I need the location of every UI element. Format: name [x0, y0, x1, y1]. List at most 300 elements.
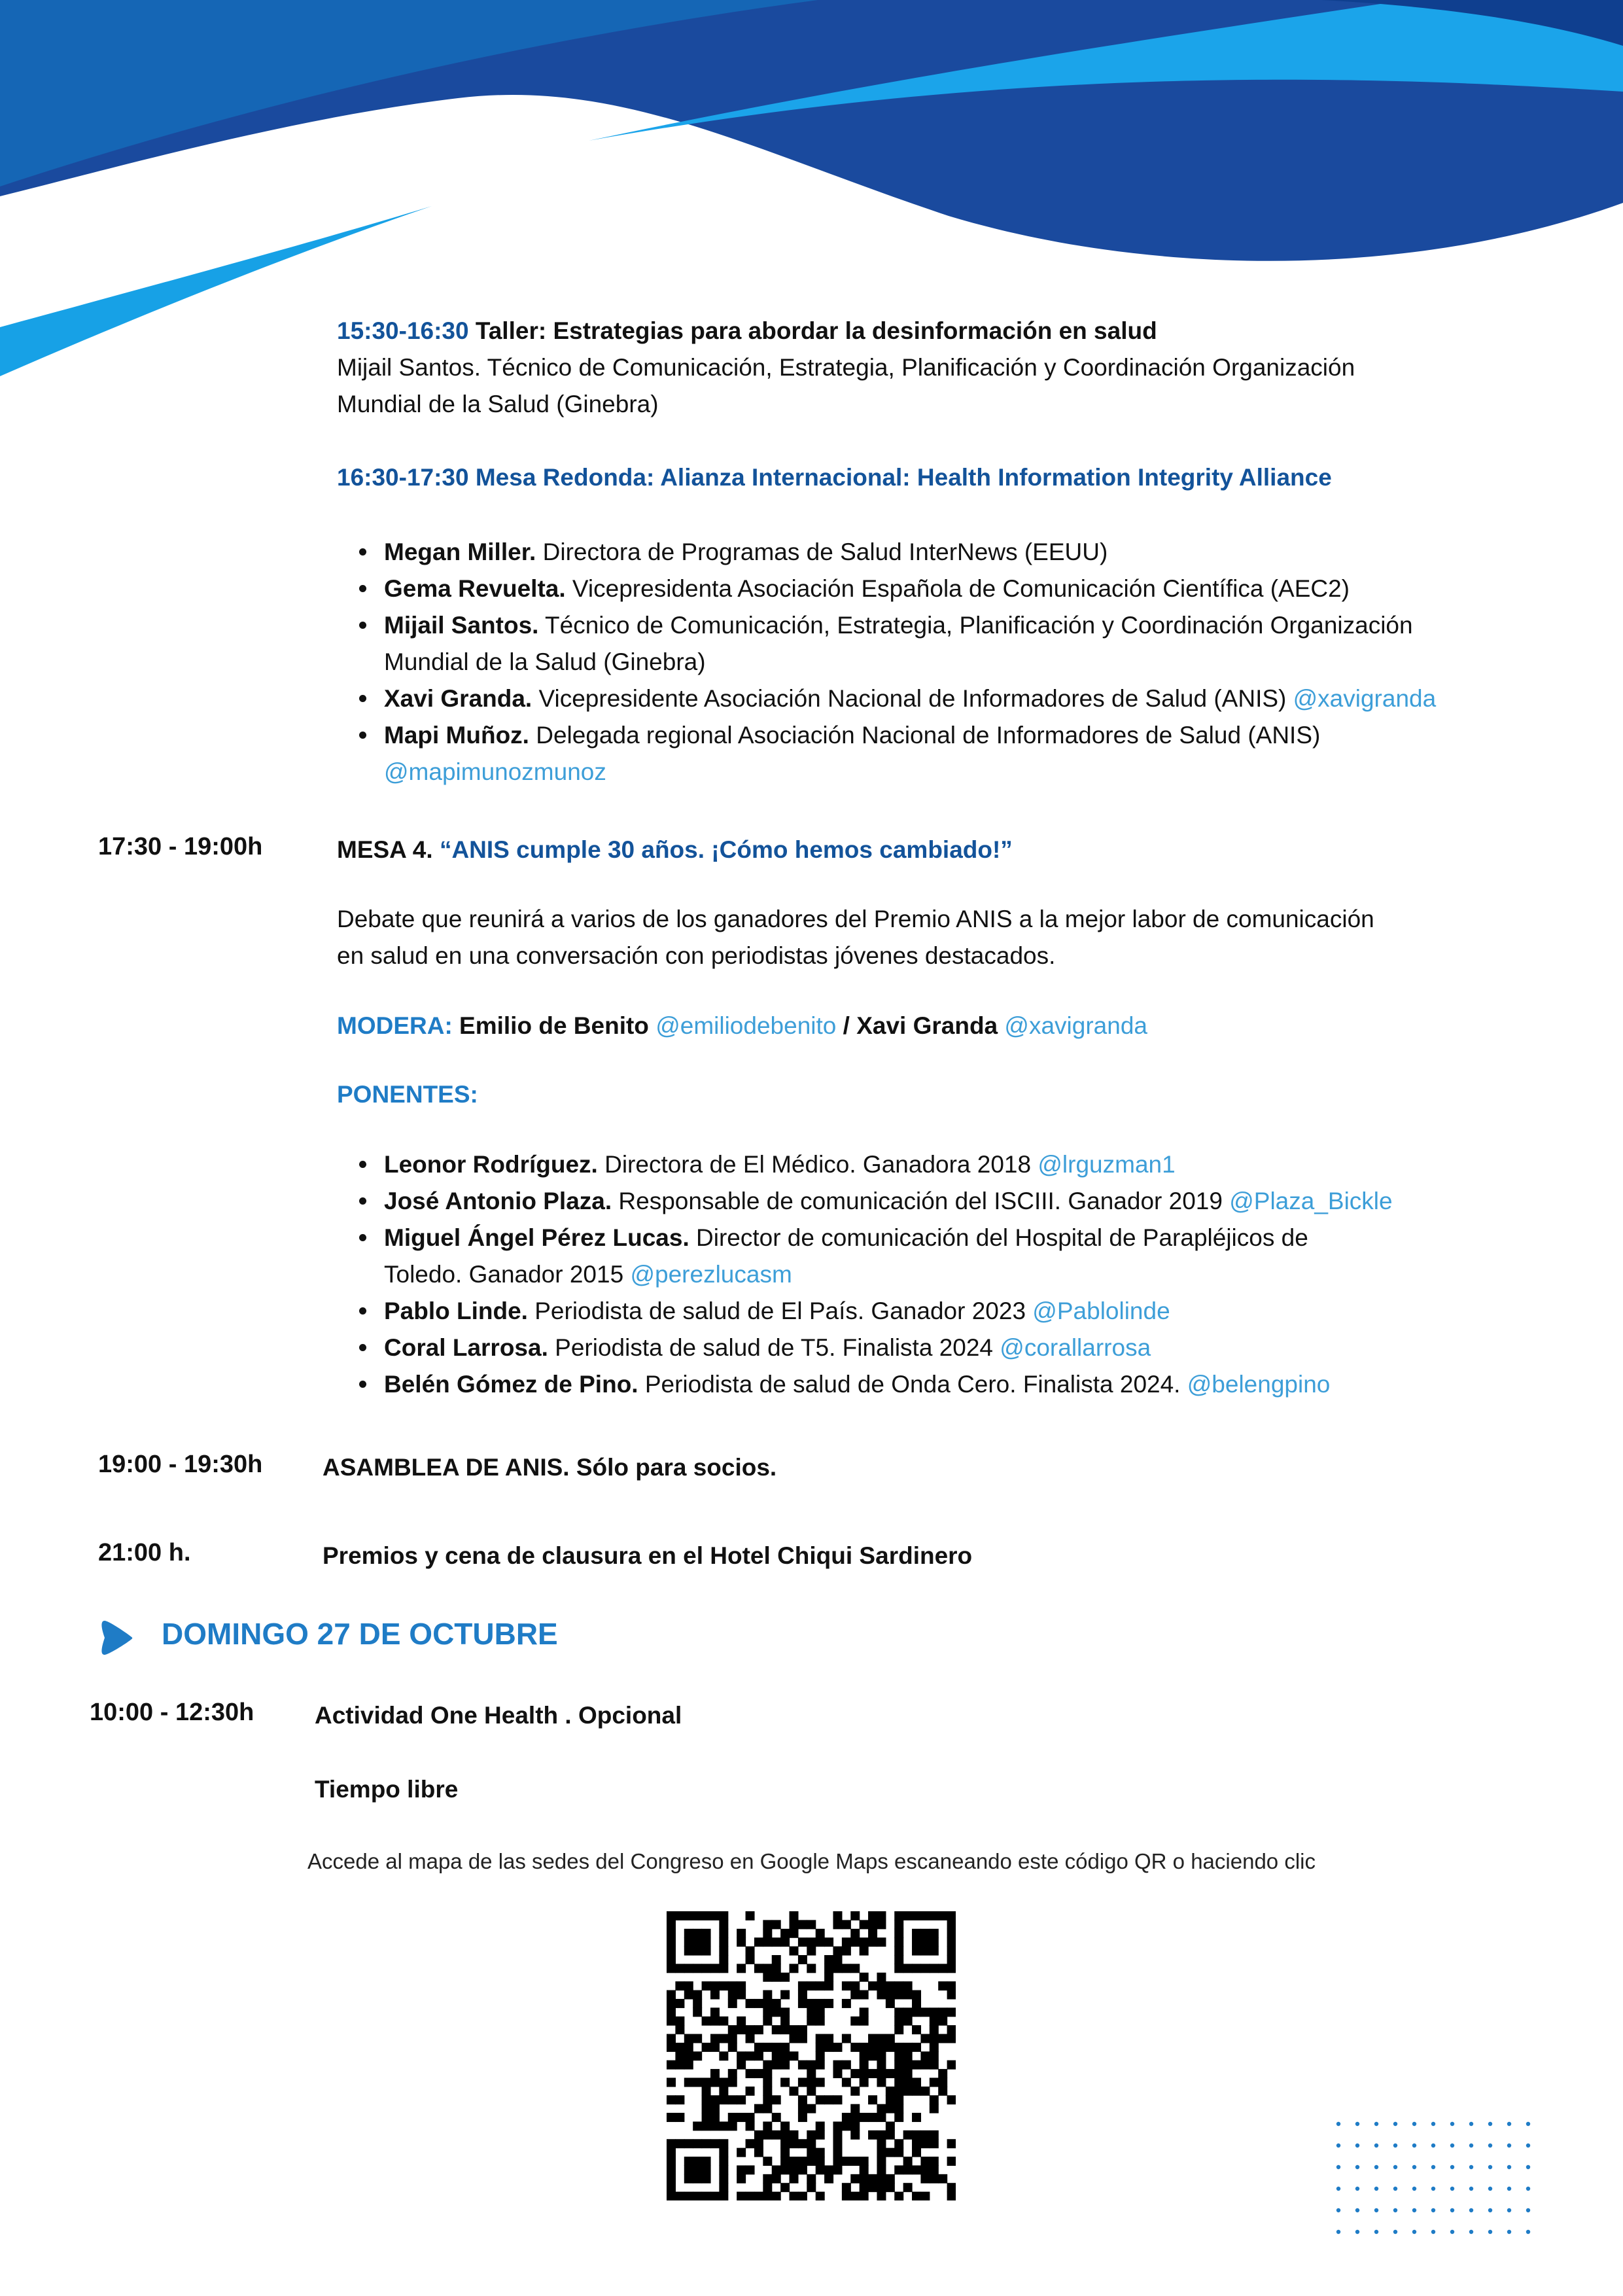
qr-module — [807, 2077, 816, 2087]
qr-module — [860, 2051, 869, 2060]
qr-module — [684, 1911, 693, 1920]
qr-module — [780, 2017, 790, 2026]
qr-module — [675, 2139, 684, 2148]
qr-module — [728, 2043, 737, 2052]
qr-module — [780, 2060, 790, 2070]
qr-module — [886, 2069, 895, 2078]
qr-module — [886, 2043, 895, 2052]
premios-text: Premios y cena de clausura en el Hotel Chiqui Sardinero — [323, 1542, 973, 1569]
qr-module — [667, 2174, 676, 2183]
speaker-name: Xavi Granda. — [384, 685, 532, 712]
qr-module — [894, 1929, 903, 1938]
qr-module — [886, 2174, 895, 2183]
decorative-dot — [1488, 2165, 1492, 2169]
qr-module — [702, 2043, 711, 2052]
decorative-dot — [1526, 2230, 1530, 2234]
qr-module — [746, 1955, 755, 1964]
qr-module — [798, 1990, 807, 2000]
qr-module — [780, 2077, 790, 2087]
qr-module — [930, 1929, 939, 1938]
decorative-dot — [1336, 2187, 1340, 2191]
qr-module — [930, 2034, 939, 2043]
qr-module — [920, 2034, 930, 2043]
qr-module — [947, 2060, 956, 2070]
qr-module — [947, 2034, 956, 2043]
qr-module — [754, 2148, 763, 2157]
qr-module — [728, 1990, 737, 2000]
qr-module — [746, 2165, 755, 2174]
tiempo-libre: Tiempo libre — [315, 1776, 459, 1803]
qr-module — [860, 1990, 869, 2000]
qr-module — [798, 2060, 807, 2070]
qr-module — [912, 2087, 921, 2096]
decorative-dot — [1412, 2230, 1416, 2234]
qr-module — [930, 2007, 939, 2017]
qr-module — [798, 2095, 807, 2104]
qr-module — [693, 2157, 702, 2166]
qr-module — [702, 2017, 711, 2026]
qr-module — [912, 1911, 921, 1920]
qr-module — [693, 1999, 702, 2008]
qr-module — [667, 2165, 676, 2174]
qr-module — [667, 1937, 676, 1947]
qr-module — [842, 2034, 851, 2043]
decorative-dot — [1526, 2122, 1530, 2126]
taller-title: Taller: Estrategias para abordar la desinformación en salud — [468, 317, 1157, 344]
speaker-name: José Antonio Plaza. — [384, 1188, 612, 1214]
qr-module — [710, 1981, 720, 1990]
qr-module — [693, 1937, 702, 1947]
decorative-dot — [1526, 2165, 1530, 2169]
qr-module — [877, 2165, 886, 2174]
qr-module — [886, 1999, 895, 2008]
qr-module — [763, 2095, 772, 2104]
qr-module — [842, 1999, 851, 2008]
qr-module — [693, 2165, 702, 2174]
qr-module — [693, 2192, 702, 2200]
qr-module — [790, 2192, 799, 2200]
qr-module — [886, 2104, 895, 2113]
qr-module — [746, 2139, 755, 2148]
speaker-role: Periodista de salud de T5. Finalista 2024 — [548, 1334, 1000, 1361]
qr-module — [710, 2069, 720, 2078]
qr-module — [772, 1937, 781, 1947]
qr-module — [833, 1955, 842, 1964]
decorative-dot — [1431, 2208, 1435, 2212]
qr-module — [719, 2051, 728, 2060]
decorative-dot — [1469, 2144, 1473, 2147]
qr-module — [807, 2069, 816, 2078]
qr-module — [833, 2095, 842, 2104]
qr-module — [772, 1999, 781, 2008]
qr-module — [693, 2121, 702, 2130]
qr-module — [675, 2043, 684, 2052]
qr-module — [920, 2087, 930, 2096]
qr-module — [780, 2043, 790, 2052]
qr-module — [684, 1964, 693, 1973]
qr-module — [790, 2157, 799, 2166]
qr-module — [798, 2025, 807, 2034]
qr-module — [842, 1964, 851, 1973]
qr-module — [675, 2025, 684, 2034]
qr-module — [816, 1937, 825, 1947]
qr-module — [816, 1981, 825, 1990]
qr-module — [920, 2157, 930, 2166]
qr-module — [746, 1911, 755, 1920]
qr-module — [719, 1964, 728, 1973]
qr-module — [772, 2007, 781, 2017]
qr-module — [675, 1981, 684, 1990]
qr-module — [894, 2095, 903, 2104]
qr-module — [737, 2017, 746, 2026]
qr-module — [772, 2060, 781, 2070]
qr-module — [746, 2087, 755, 2096]
qr-module — [780, 2130, 790, 2140]
qr-module — [702, 2121, 711, 2130]
qr-module — [894, 1981, 903, 1990]
qr-module — [947, 1920, 956, 1929]
qr-module — [842, 2183, 851, 2192]
qr-module — [780, 2025, 790, 2034]
qr-module — [772, 2113, 781, 2122]
list-item — [384, 534, 1436, 571]
qr-module — [938, 1981, 947, 1990]
asamblea-time: 19:00 - 19:30h — [98, 1451, 263, 1478]
qr-module — [912, 2025, 921, 2034]
qr-module — [860, 2165, 869, 2174]
qr-module — [772, 1964, 781, 1973]
qr-module — [938, 2077, 947, 2087]
qr-module — [842, 2192, 851, 2200]
decorative-dot — [1412, 2122, 1416, 2126]
qr-module — [860, 2192, 869, 2200]
moderator-handle-link[interactable]: @emiliodebenito — [655, 1012, 837, 1039]
qr-module — [824, 1981, 833, 1990]
decorative-dot — [1507, 2230, 1511, 2234]
qr-module — [790, 1911, 799, 1920]
qr-module — [807, 1964, 816, 1973]
qr-module — [772, 2051, 781, 2060]
qr-module — [947, 2192, 956, 2200]
qr-module — [763, 1964, 772, 1973]
qr-module — [947, 2025, 956, 2034]
qr-module — [894, 2043, 903, 2052]
qr-caption[interactable]: Accede al mapa de las sedes del Congreso en Google Maps escaneando este código QR o haciendo clic — [307, 1849, 1316, 1873]
qr-module — [903, 2043, 913, 2052]
speaker-role: Periodista de salud de El País. Ganador 2023 — [527, 1298, 1033, 1324]
qr-module — [894, 2069, 903, 2078]
qr-module — [903, 2077, 913, 2087]
qr-module — [667, 1929, 676, 1938]
qr-module — [754, 2043, 763, 2052]
qr-module — [763, 2043, 772, 2052]
qr-module — [816, 2121, 825, 2130]
decorative-dot — [1526, 2208, 1530, 2212]
decorative-dot — [1431, 2230, 1435, 2234]
qr-module — [860, 2157, 869, 2166]
qr-module — [920, 2165, 930, 2174]
decorative-dot — [1393, 2187, 1397, 2191]
decorative-dot — [1469, 2208, 1473, 2212]
speaker-handle-link[interactable]: @xavigranda — [1293, 685, 1437, 712]
qr-module — [938, 1911, 947, 1920]
qr-module — [684, 1990, 693, 2000]
decorative-dot — [1488, 2144, 1492, 2147]
qr-module — [903, 1981, 913, 1990]
qr-module — [824, 2095, 833, 2104]
qr-module — [894, 2148, 903, 2157]
qr-module — [877, 2060, 886, 2070]
moderator-handle-link[interactable]: @xavigranda — [1004, 1012, 1147, 1039]
qr-code[interactable] — [667, 1911, 956, 2200]
speaker-handle-link[interactable]: @perezlucasm — [630, 1261, 792, 1288]
qr-module — [824, 2174, 833, 2183]
decorative-dot — [1393, 2165, 1397, 2169]
qr-module — [842, 1937, 851, 1947]
qr-module — [763, 2060, 772, 2070]
list-item — [384, 1366, 1393, 1403]
speaker-handle-link[interactable]: @belengpino — [1187, 1371, 1331, 1398]
qr-module — [728, 2095, 737, 2104]
premios-time: 21:00 h. — [98, 1539, 191, 1566]
qr-module — [894, 2165, 903, 2174]
qr-module — [675, 2051, 684, 2060]
qr-module — [850, 2043, 860, 2052]
qr-module — [930, 2157, 939, 2166]
list-item — [384, 1330, 1393, 1366]
qr-module — [763, 2077, 772, 2087]
qr-module — [860, 2183, 869, 2192]
qr-module — [860, 1973, 869, 1982]
qr-module — [719, 1911, 728, 1920]
qr-module — [938, 2007, 947, 2017]
qr-module — [877, 2157, 886, 2166]
qr-module — [930, 2060, 939, 2070]
qr-module — [877, 2069, 886, 2078]
qr-module — [719, 1947, 728, 1956]
speaker-handle-link[interactable]: @corallarrosa — [1000, 1334, 1151, 1361]
qr-module — [728, 2034, 737, 2043]
qr-module — [693, 1947, 702, 1956]
qr-module — [807, 2139, 816, 2148]
qr-module — [728, 1981, 737, 1990]
qr-module — [903, 2060, 913, 2070]
qr-module — [719, 2148, 728, 2157]
qr-module — [912, 2060, 921, 2070]
qr-module — [763, 2007, 772, 2017]
qr-module — [894, 2051, 903, 2060]
qr-module — [850, 2104, 860, 2113]
qr-module — [894, 1990, 903, 2000]
qr-module — [790, 1920, 799, 1929]
qr-module — [868, 2130, 877, 2140]
qr-module — [903, 2165, 913, 2174]
qr-module — [833, 2121, 842, 2130]
decorative-dot — [1469, 2165, 1473, 2169]
taller-heading — [337, 313, 1157, 349]
qr-module — [894, 2017, 903, 2026]
qr-module — [903, 2087, 913, 2096]
qr-module — [850, 2069, 860, 2078]
qr-module — [667, 2077, 676, 2087]
qr-module — [868, 2043, 877, 2052]
qr-module — [675, 2095, 684, 2104]
qr-module — [938, 2034, 947, 2043]
qr-module — [868, 1981, 877, 1990]
qr-module — [719, 2157, 728, 2166]
qr-module — [710, 2121, 720, 2130]
decorative-dot — [1374, 2187, 1378, 2191]
decorative-dot — [1336, 2230, 1340, 2234]
qr-module — [780, 2183, 790, 2192]
qr-module — [737, 2148, 746, 2157]
qr-module — [920, 2174, 930, 2183]
qr-module — [807, 1937, 816, 1947]
qr-module — [719, 1955, 728, 1964]
qr-module — [763, 1920, 772, 1929]
qr-module — [912, 1929, 921, 1938]
qr-module — [886, 2034, 895, 2043]
qr-module — [886, 2121, 895, 2130]
decorative-dot — [1374, 2230, 1378, 2234]
qr-module — [737, 2113, 746, 2122]
qr-module — [763, 2157, 772, 2166]
qr-module — [684, 1947, 693, 1956]
qr-module — [719, 2087, 728, 2096]
qr-module — [920, 2060, 930, 2070]
speaker-role: Técnico de Comunicación, Estrategia, Planificación y Coordinación Organización — [538, 612, 1413, 639]
decorative-dot — [1412, 2144, 1416, 2147]
qr-module — [710, 1964, 720, 1973]
qr-module — [842, 1981, 851, 1990]
qr-module — [877, 2130, 886, 2140]
qr-module — [807, 2148, 816, 2157]
speaker-handle-link[interactable]: @lrguzman1 — [1038, 1151, 1176, 1178]
qr-module — [780, 2051, 790, 2060]
speaker-handle-link[interactable]: @Plaza_Bickle — [1229, 1188, 1393, 1214]
qr-module — [710, 2007, 720, 2017]
decorative-dot — [1374, 2144, 1378, 2147]
qr-module — [763, 2183, 772, 2192]
mesa4-time: 17:30 - 19:00h — [98, 833, 263, 860]
qr-module — [772, 2165, 781, 2174]
qr-module — [930, 2139, 939, 2148]
qr-module — [675, 1964, 684, 1973]
decorative-dot — [1355, 2122, 1359, 2126]
qr-module — [790, 1947, 799, 1956]
qr-module — [930, 2017, 939, 2026]
qr-module — [790, 2025, 799, 2034]
speaker-handle-link[interactable]: @Pablolinde — [1032, 1298, 1170, 1324]
qr-module — [772, 2174, 781, 2183]
qr-module — [763, 1937, 772, 1947]
qr-module — [790, 2130, 799, 2140]
qr-module — [754, 1964, 763, 1973]
asamblea-text: ASAMBLEA DE ANIS. Sólo para socios. — [323, 1454, 777, 1481]
qr-module — [816, 2007, 825, 2017]
qr-module — [860, 1920, 869, 1929]
qr-module — [702, 2104, 711, 2113]
qr-module — [868, 1937, 877, 1947]
qr-module — [702, 2192, 711, 2200]
qr-module — [702, 1929, 711, 1938]
qr-module — [667, 2095, 676, 2104]
qr-module — [912, 2077, 921, 2087]
qr-module — [868, 2174, 877, 2183]
qr-module — [824, 1955, 833, 1964]
list-item — [384, 717, 1436, 790]
decorative-dot — [1431, 2187, 1435, 2191]
speaker-role: Directora de El Médico. Ganadora 2018 — [597, 1151, 1038, 1178]
qr-module — [719, 1981, 728, 1990]
qr-module — [947, 1947, 956, 1956]
qr-module — [684, 2060, 693, 2070]
qr-module — [860, 2077, 869, 2087]
qr-module — [763, 2174, 772, 2183]
one-health-time: 10:00 - 12:30h — [90, 1699, 254, 1726]
qr-module — [763, 2130, 772, 2140]
qr-module — [763, 1990, 772, 2000]
qr-module — [754, 2051, 763, 2060]
qr-module — [930, 2104, 939, 2113]
qr-module — [930, 1937, 939, 1947]
qr-module — [702, 1964, 711, 1973]
qr-module — [903, 1990, 913, 2000]
mesa4-description-line1: Debate que reunirá a varios de los ganadores del Premio ANIS a la mejor labor de comunicación — [337, 906, 1374, 932]
qr-module — [824, 1999, 833, 2008]
decorative-dot — [1488, 2187, 1492, 2191]
qr-module — [710, 1911, 720, 1920]
qr-module — [746, 2069, 755, 2078]
qr-module — [833, 1947, 842, 1956]
qr-module — [877, 2043, 886, 2052]
qr-module — [667, 2017, 676, 2026]
qr-module — [790, 2139, 799, 2148]
qr-module — [763, 1929, 772, 1938]
decorative-dot — [1393, 2144, 1397, 2147]
qr-module — [833, 1964, 842, 1973]
qr-module — [886, 1981, 895, 1990]
decorative-dot — [1507, 2187, 1511, 2191]
qr-module — [719, 2095, 728, 2104]
speaker-handle-link[interactable]: @mapimunozmunoz — [384, 758, 606, 785]
decorative-dot — [1393, 2230, 1397, 2234]
qr-module — [780, 2157, 790, 2166]
qr-module — [920, 1911, 930, 1920]
qr-module — [912, 1999, 921, 2008]
qr-module — [780, 2148, 790, 2157]
qr-module — [763, 1999, 772, 2008]
qr-module — [833, 2043, 842, 2052]
qr-module — [798, 2113, 807, 2122]
qr-module — [850, 1911, 860, 1920]
qr-module — [798, 2139, 807, 2148]
qr-module — [920, 1929, 930, 1938]
qr-module — [912, 1964, 921, 1973]
qr-module — [894, 2025, 903, 2034]
one-health-text: Actividad One Health . Opcional — [315, 1702, 682, 1729]
qr-module — [920, 1964, 930, 1973]
decorative-dot — [1355, 2144, 1359, 2147]
qr-module — [868, 1911, 877, 1920]
qr-module — [737, 2025, 746, 2034]
qr-module — [850, 2130, 860, 2140]
qr-module — [684, 2034, 693, 2043]
qr-module — [947, 1911, 956, 1920]
qr-module — [938, 2174, 947, 2183]
qr-module — [833, 2130, 842, 2140]
qr-module — [877, 1920, 886, 1929]
